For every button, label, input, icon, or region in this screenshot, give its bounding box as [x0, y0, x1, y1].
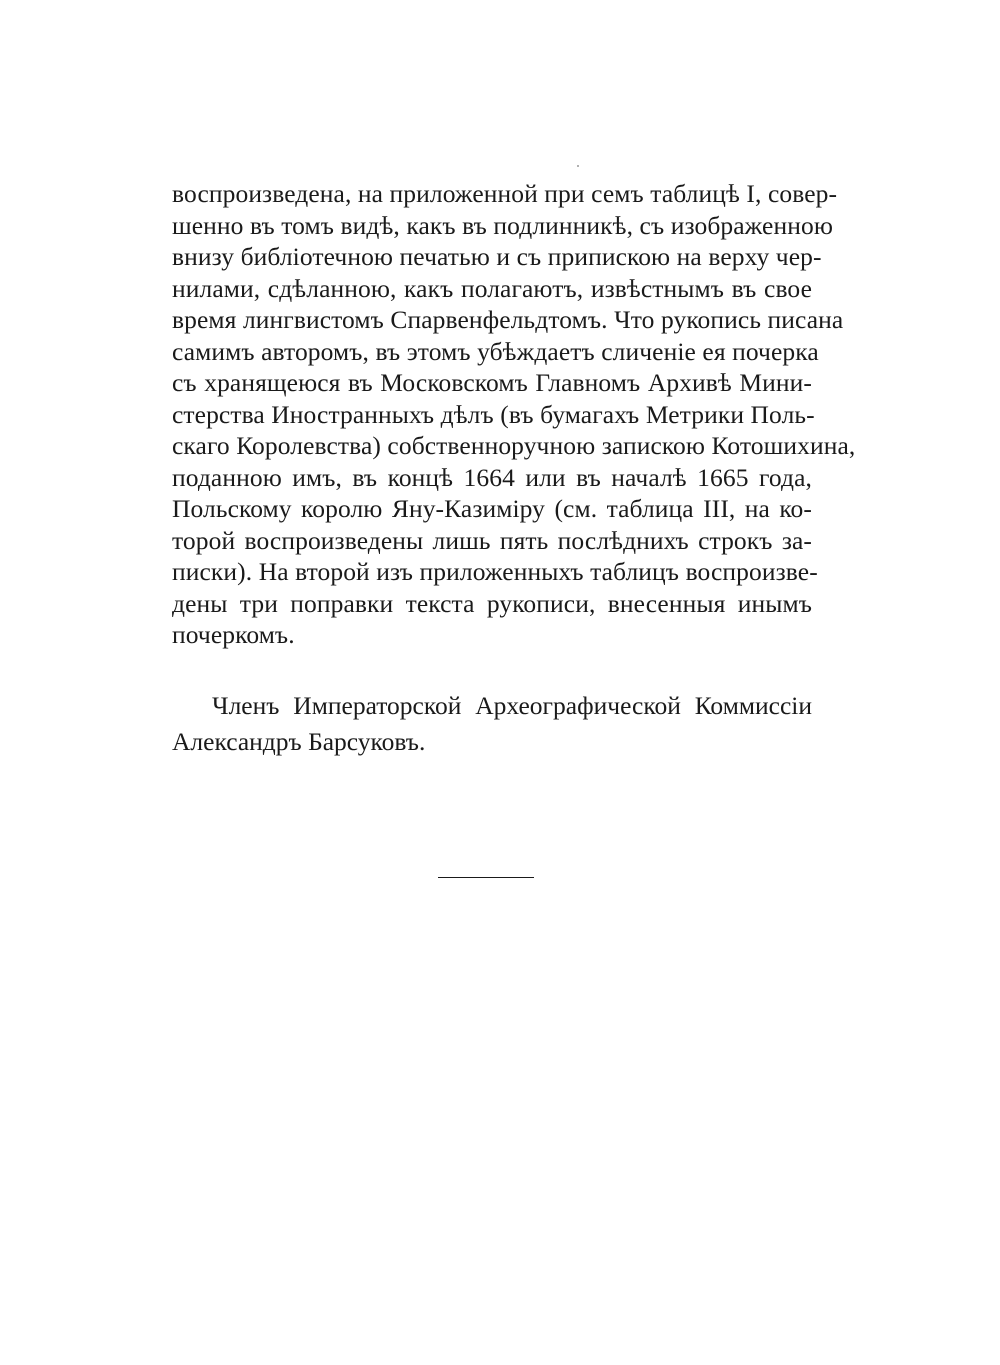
body-paragraph	[172, 178, 856, 651]
body-line-9: скаго Королевства) собственноручною запискою Котошихина,	[172, 431, 856, 460]
body-line-12: торой воспроизведены лишь пять послѣднихъ строкъ за-	[172, 525, 812, 555]
body-line-2: шенно въ томъ видѣ, какъ въ подлинникѣ, съ изображенною	[172, 210, 833, 240]
body-line-11: Польскому королю Яну-Казиміру (см. таблица III, на ко-	[172, 494, 812, 523]
body-line-15: почеркомъ.	[172, 620, 295, 649]
print-speck	[577, 165, 579, 167]
body-line-4: нилами, сдѣланною, какъ полагаютъ, извѣстнымъ въ свое	[172, 273, 812, 303]
body-line-14: дены три поправки текста рукописи, внесенныя инымъ	[172, 588, 812, 618]
signature-block	[172, 688, 812, 760]
body-line-7: съ хранящеюся въ Московскомъ Главномъ Архивѣ Мини-	[172, 368, 812, 397]
body-line-10: поданною имъ, въ концѣ 1664 или въ началѣ 1665 года,	[172, 462, 812, 492]
body-line-8: стерства Иностранныхъ дѣлъ (въ бумагахъ Метрики Поль-	[172, 399, 815, 429]
body-line-13: писки). На второй изъ приложенныхъ таблицъ воспроизве-	[172, 557, 818, 586]
closing-rule	[438, 877, 534, 878]
signature-title: Членъ Императорской Археографической Коммиссіи	[212, 691, 812, 720]
body-line-3: внизу библіотечною печатью и съ припискою на верху чер-	[172, 242, 822, 271]
body-line-5: время лингвистомъ Спарвенфельдтомъ. Что рукопись писана	[172, 305, 844, 334]
body-line-1: воспроизведена, на приложенной при семъ таблицѣ I, совер-	[172, 179, 838, 208]
signature-name: Александръ Барсуковъ.	[172, 727, 426, 756]
body-line-6: самимъ авторомъ, въ этомъ убѣждаетъ сличеніе ея почерка	[172, 336, 819, 366]
